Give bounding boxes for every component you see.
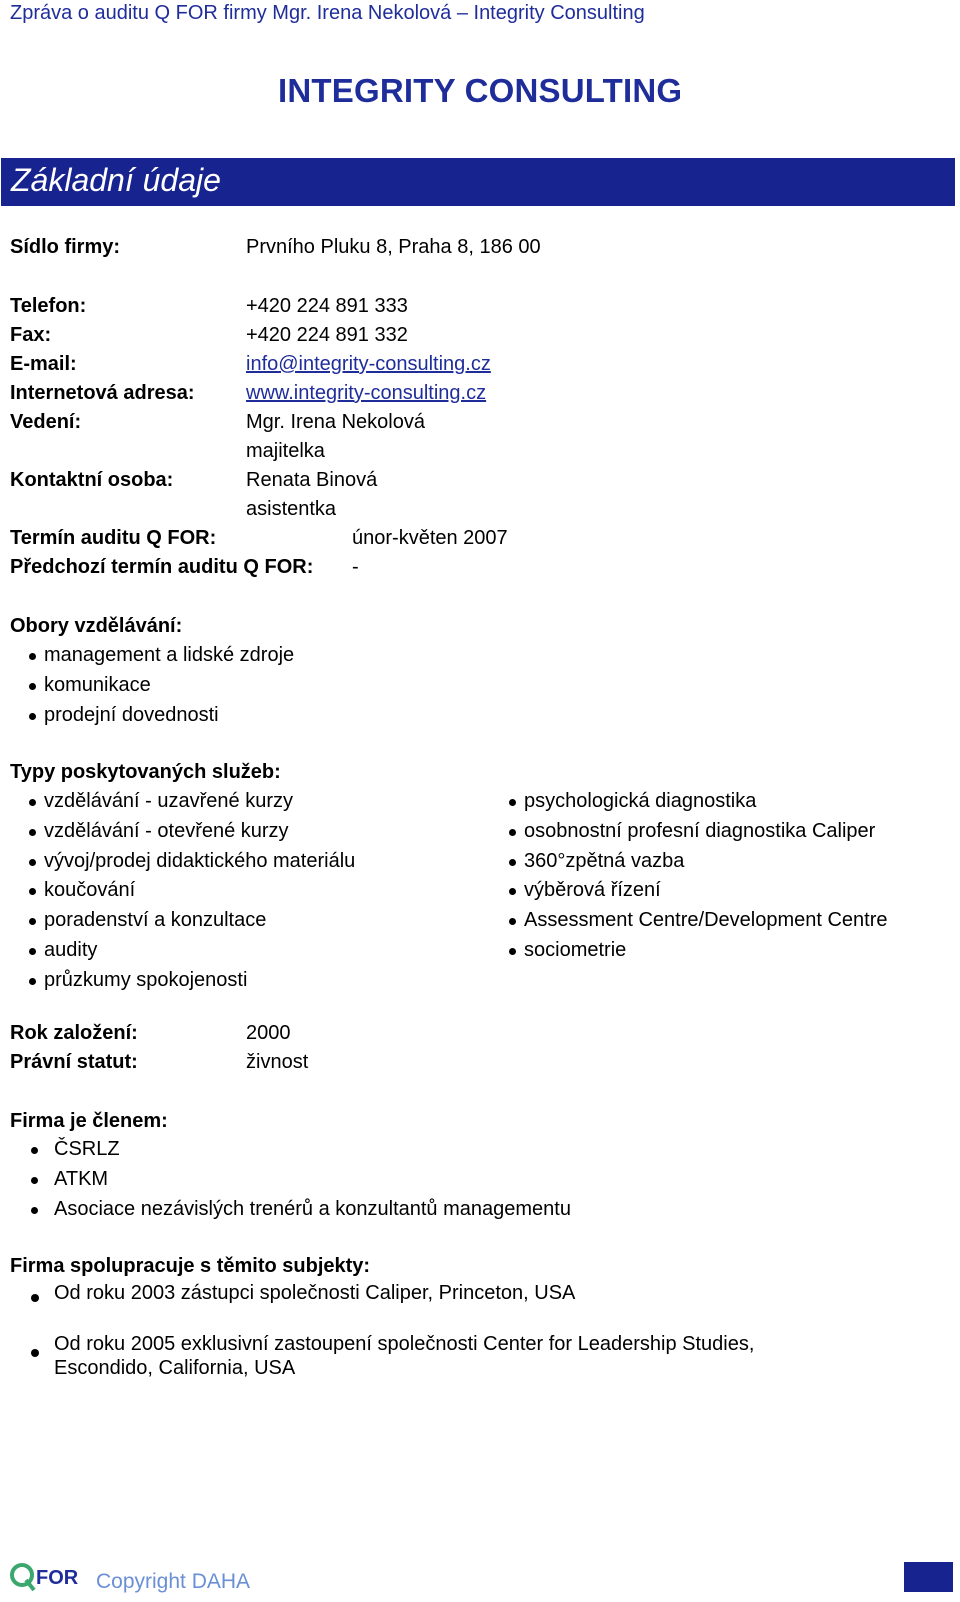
- contact-name: Renata Binová: [246, 469, 378, 491]
- list-item: Assessment Centre/Development Centre: [490, 906, 888, 936]
- previous-audit-value: -: [352, 556, 359, 578]
- audit-date-value: únor-květen 2007: [352, 527, 508, 549]
- bullet-icon: [509, 859, 516, 866]
- list-item: výběrová řízení: [490, 876, 888, 906]
- bullet-icon: [29, 653, 36, 660]
- bullet-icon: [29, 829, 36, 836]
- seat-value: Prvního Pluku 8, Praha 8, 186 00: [246, 236, 541, 258]
- contact-label: Kontaktní osoba:: [10, 469, 174, 491]
- bullet-icon: [31, 1147, 38, 1154]
- management-label: Vedení:: [10, 411, 82, 433]
- partner-text: Od roku 2005 exklusivní zastoupení společnosti Center for Leadership Studies, Escondido, California, USA: [54, 1333, 755, 1379]
- list-item: vzdělávání - uzavřené kurzy: [10, 787, 355, 817]
- bullet-icon: [29, 799, 36, 806]
- bullet-icon: [509, 888, 516, 895]
- membership-list: [10, 1135, 571, 1224]
- list-item: 360°zpětná vazba: [490, 847, 888, 877]
- list-item: prodejní dovednosti: [10, 701, 294, 731]
- bullet-icon: [29, 713, 36, 720]
- bullet-icon: [509, 948, 516, 955]
- list-item: koučování: [10, 876, 355, 906]
- seat-label: Sídlo firmy:: [10, 236, 121, 258]
- bullet-icon: [29, 888, 36, 895]
- bullet-icon: [509, 918, 516, 925]
- web-label: Internetová adresa:: [10, 382, 195, 404]
- bullet-icon: [29, 948, 36, 955]
- list-item: [10, 1281, 910, 1309]
- email-link[interactable]: info@integrity-consulting.cz: [246, 353, 491, 375]
- phone-label: Telefon:: [10, 295, 87, 317]
- management-role: majitelka: [246, 440, 325, 462]
- list-item: management a lidské zdroje: [10, 641, 294, 671]
- partners-heading: Firma spolupracuje s těmito subjekty:: [10, 1255, 371, 1277]
- list-item: ČSRLZ: [10, 1135, 571, 1165]
- partner-text: Od roku 2003 zástupci společnosti Caliper, Princeton, USA: [54, 1282, 576, 1304]
- list-item: komunikace: [10, 671, 294, 701]
- fax-label: Fax:: [10, 324, 52, 346]
- list-item: poradenství a konzultace: [10, 906, 355, 936]
- education-heading: Obory vzdělávání:: [10, 615, 183, 637]
- education-list: [10, 641, 294, 730]
- services-heading: Typy poskytovaných služeb:: [10, 761, 281, 783]
- section-band: [1, 158, 955, 206]
- bullet-icon: [509, 829, 516, 836]
- list-item: ATKM: [10, 1165, 571, 1195]
- running-header: Zpráva o auditu Q FOR firmy Mgr. Irena Nekolová – Integrity Consulting: [10, 2, 645, 24]
- membership-heading: Firma je členem:: [10, 1110, 168, 1132]
- footer-block: [904, 1562, 953, 1592]
- bullet-icon: [31, 1177, 38, 1184]
- list-item: průzkumy spokojenosti: [10, 966, 355, 996]
- services-list-left: [10, 787, 355, 996]
- founding-year-value: 2000: [246, 1022, 291, 1044]
- founding-year-label: Rok založení:: [10, 1022, 138, 1044]
- bullet-icon: [29, 683, 36, 690]
- footer-copyright: Copyright DAHA: [96, 1570, 251, 1593]
- list-item: vzdělávání - otevřené kurzy: [10, 817, 355, 847]
- audit-date-label: Termín auditu Q FOR:: [10, 527, 217, 549]
- company-title: INTEGRITY CONSULTING: [278, 72, 683, 109]
- list-item: vývoj/prodej didaktického materiálu: [10, 847, 355, 877]
- previous-audit-label: Předchozí termín auditu Q FOR:: [10, 556, 314, 578]
- list-item: psychologická diagnostika: [490, 787, 888, 817]
- list-item: Asociace nezávislých trenérů a konzultantů managementu: [10, 1195, 571, 1225]
- bullet-icon: [31, 1207, 38, 1214]
- logo-text: FOR: [36, 1567, 79, 1589]
- services-list-right: [490, 787, 888, 966]
- list-item: [10, 1332, 910, 1384]
- management-name: Mgr. Irena Nekolová: [246, 411, 425, 433]
- bullet-icon: [29, 978, 36, 985]
- bullet-icon: [31, 1349, 39, 1357]
- legal-status-label: Právní statut:: [10, 1051, 138, 1073]
- phone-value: +420 224 891 333: [246, 295, 408, 317]
- web-link[interactable]: www.integrity-consulting.cz: [246, 382, 487, 404]
- bullet-icon: [509, 799, 516, 806]
- qfor-logo: [8, 1560, 86, 1594]
- contact-role: asistentka: [246, 498, 337, 520]
- list-item: sociometrie: [490, 936, 888, 966]
- bullet-icon: [31, 1294, 39, 1302]
- section-title: Základní údaje: [11, 162, 221, 198]
- email-label: E-mail:: [10, 353, 77, 375]
- fax-value: +420 224 891 332: [246, 324, 408, 346]
- list-item: osobnostní profesní diagnostika Caliper: [490, 817, 888, 847]
- list-item: audity: [10, 936, 355, 966]
- legal-status-value: živnost: [246, 1051, 309, 1073]
- bullet-icon: [29, 918, 36, 925]
- bullet-icon: [29, 859, 36, 866]
